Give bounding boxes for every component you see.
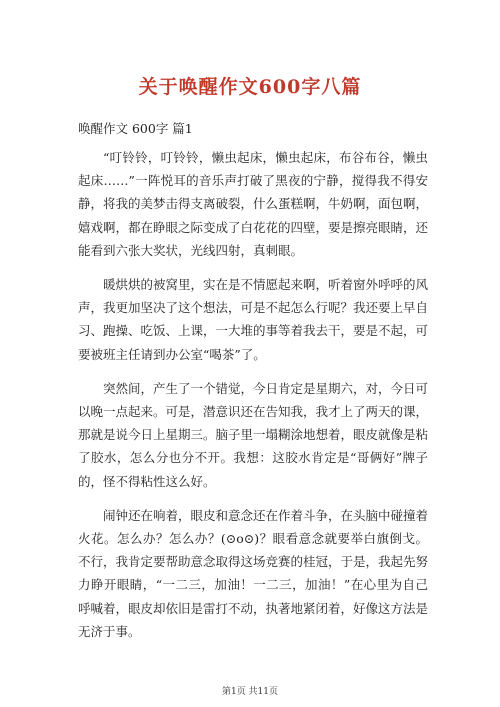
section-heading: 唤醒作文 600字 篇1: [78, 121, 193, 136]
paragraph: 突然间，产生了一个错觉，今日肯定是星期六，对，今日可以晚一点起来。可是，潜意识还在告知我，我才上了两天的课，那就是说今日上星期三。脑子里一塌糊涂地想着，眼皮就像是粘了胶水，怎么分也分不开。我想：这胶水肯定是“哥俩好”牌子的，怪不得粘性这么好。: [78, 380, 429, 489]
document-body: [78, 146, 428, 654]
paragraph: “叮铃铃，叮铃铃，懒虫起床，懒虫起床，布谷布谷，懒虫起床……”一阵悦耳的音乐声打破了黑夜的宁静，搅得我不得安静，将我的美梦击得支离破裂，什么蛋糕啊，牛奶啊，面包啊，嬉戏啊，都在睁眼之际变成了白花花的四壁，要是擦亮眼睛，还能看到六张大奖状，光线四射，真刺眼。: [78, 150, 429, 258]
document-title: 关于唤醒作文600字八篇: [138, 76, 362, 98]
paragraph: 闹钟还在响着，眼皮和意念还在作着斗争，在头脑中碰撞着火花。怎么办？怎么办？(⊙o⊙)？眼看意念就要举白旗倒戈。不行，我肯定要帮助意念取得这场竞赛的桂冠，于是，我起先努力睁开眼睛，“一二三，加油！一二三，加油！”在心里为自己呼喊着，眼皮却依旧是雷打不动，执著地紧闭着，好像这方法是无济于事。: [78, 507, 429, 639]
paragraph: 暖烘烘的被窝里，实在是不情愿起来啊，听着窗外呼呼的风声，我更加坚决了这个想法，可是不起怎么行呢？我还要上早自习、跑操、吃饭、上课，一大堆的事等着我去干，要是不起，可要被班主任请到办公室“喝茶”了。: [78, 277, 429, 362]
page-footer: 第1页 共11页: [221, 687, 279, 697]
